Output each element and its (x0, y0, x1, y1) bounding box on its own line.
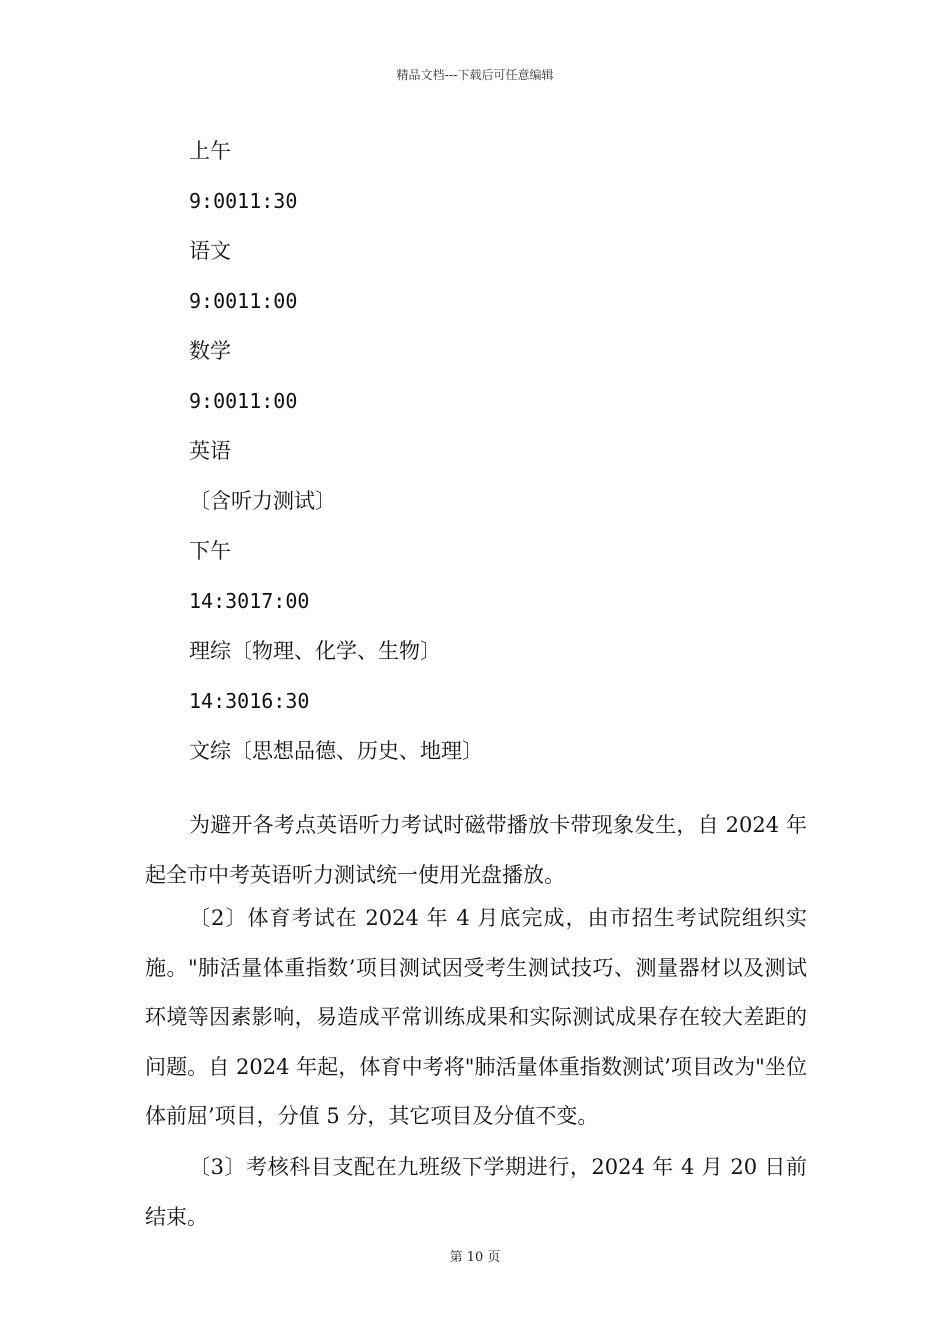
schedule-subject-science: 理综〔物理、化学、生物〕 (189, 639, 441, 663)
schedule-time: 9:0011:30 (189, 189, 298, 213)
schedule-subject-english: 英语 (189, 439, 231, 463)
schedule-time: 14:3017:00 (189, 589, 310, 613)
exam-schedule (189, 136, 829, 786)
paragraph-pe-exam: 〔2〕体育考试在 2024 年 4 月底完成，由市招生考试院组织实施。"肺活量体重指数’项目测试因受考生测试技巧、测量器材以及测试环境等因素影响，易造成平常训练成果和实际测试成果存在较大差距的问题。自 2024 年起，体育中考将"肺活量体重指数测试’项目改为"坐位体前屈’项目，分值 5 分，其它项目及分值不变。 (145, 906, 807, 1128)
schedule-time: 9:0011:00 (189, 289, 298, 313)
page-number: 第 10 页 (449, 1250, 501, 1265)
schedule-session-morning: 上午 (189, 139, 231, 163)
schedule-time: 14:3016:30 (189, 689, 310, 713)
paragraph-listening-test: 为避开各考点英语听力考试时磁带播放卡带现象发生，自 2024 年起全市中考英语听力测试统一使用光盘播放。 (145, 813, 807, 887)
schedule-subject-humanities: 文综〔思想品德、历史、地理〕 (189, 739, 483, 763)
schedule-session-afternoon: 下午 (189, 539, 231, 563)
schedule-subject-chinese: 语文 (189, 239, 231, 263)
paragraph-assessment-subjects: 〔3〕考核科目支配在九班级下学期进行，2024 年 4 月 20 日前结束。 (145, 1155, 807, 1229)
schedule-subject-math: 数学 (189, 339, 231, 363)
page-header: 精品文档---下载后可任意编辑 (396, 68, 554, 82)
schedule-subject-note: 〔含听力测试〕 (189, 489, 336, 513)
schedule-time: 9:0011:00 (189, 389, 298, 413)
